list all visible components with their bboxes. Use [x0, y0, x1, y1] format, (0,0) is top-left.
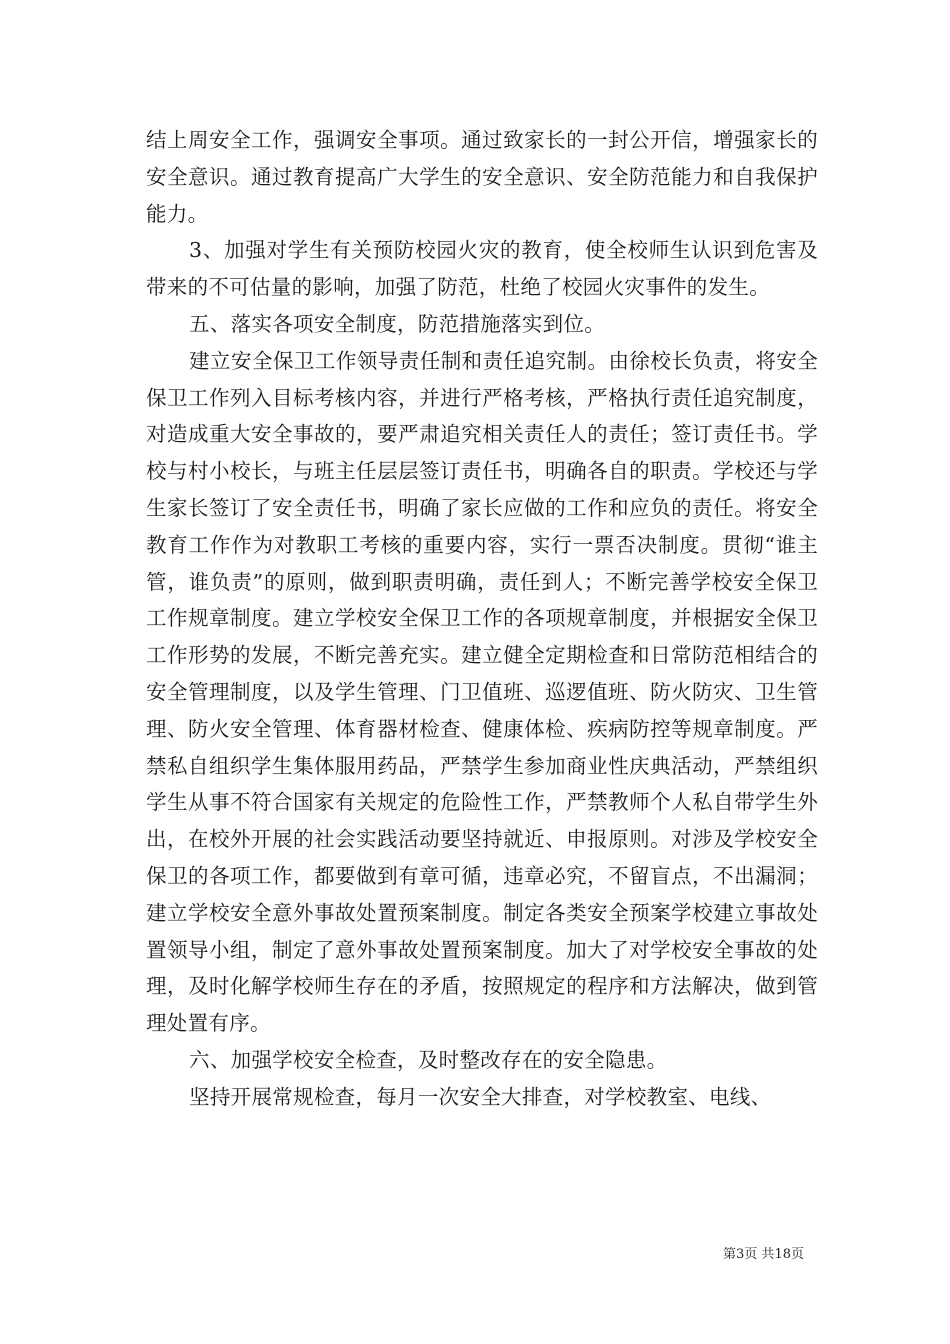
section-heading-six: 六、加强学校安全检查，及时整改存在的安全隐患。 — [189, 1047, 668, 1072]
footer-current-page: 3 — [736, 1247, 745, 1262]
footer-suffix: 页 — [790, 1247, 804, 1262]
footer-prefix: 第 — [723, 1247, 737, 1262]
footer-middle: 页 共 — [744, 1247, 775, 1262]
document-body — [146, 122, 818, 1116]
paragraph-continuation: 结上周安全工作，强调安全事项。通过致家长的一封公开信，增强家长的安全意识。通过教育提高广大学生的安全意识、安全防范能力和自我保护能力。 — [146, 128, 818, 226]
paragraph-fire-education: 3、加强对学生有关预防校园火灾的教育，使全校师生认识到危害及带来的不可估量的影响，加强了防范，杜绝了校园火灾事件的发生。 — [146, 238, 818, 300]
paragraph-routine-inspection: 坚持开展常规检查，每月一次安全大排查，对学校教室、电线、 — [189, 1084, 772, 1109]
footer-total-pages: 18 — [774, 1247, 791, 1262]
page-number-footer — [723, 1246, 804, 1264]
section-heading-five: 五、落实各项安全制度，防范措施落实到位。 — [189, 311, 606, 336]
paragraph-responsibility-system: 建立安全保卫工作领导责任制和责任追究制。由徐校长负责，将安全保卫工作列入目标考核内容，并进行严格考核，严格执行责任追究制度，对造成重大安全事故的，要严肃追究相关责任人的责任；签订责任书。学校与村小校长，与班主任层层签订责任书，明确各自的职责。学校还与学生家长签订了安全责任书，明确了家长应做的工作和应负的责任。将安全教育工作作为对教职工考核的重要内容，实行一票否决制度。贯彻“谁主管，谁负责”的原则，做到职责明确，责任到人；不断完善学校安全保卫工作规章制度。建立学校安全保卫工作的各项规章制度，并根据安全保卫工作形势的发展，不断完善充实。建立健全定期检查和日常防范相结合的安全管理制度，以及学生管理、门卫值班、巡逻值班、防火防灾、卫生管理、防火安全管理、体育器材检查、健康体检、疾病防控等规章制度。严禁私自组织学生集体服用药品，严禁学生参加商业性庆典活动，严禁组织学生从事不符合国家有关规定的危险性工作，严禁教师个人私自带学生外出，在校外开展的社会实践活动要坚持就近、申报原则。对涉及学校安全保卫的各项工作，都要做到有章可循，违章必究，不留盲点，不出漏洞；建立学校安全意外事故处置预案制度。制定各类安全预案学校建立事故处置领导小组，制定了意外事故处置预案制度。加大了对学校安全事故的处理，及时化解学校师生存在的矛盾，按照规定的程序和方法解决，做到管理处置有序。 — [146, 348, 818, 1036]
